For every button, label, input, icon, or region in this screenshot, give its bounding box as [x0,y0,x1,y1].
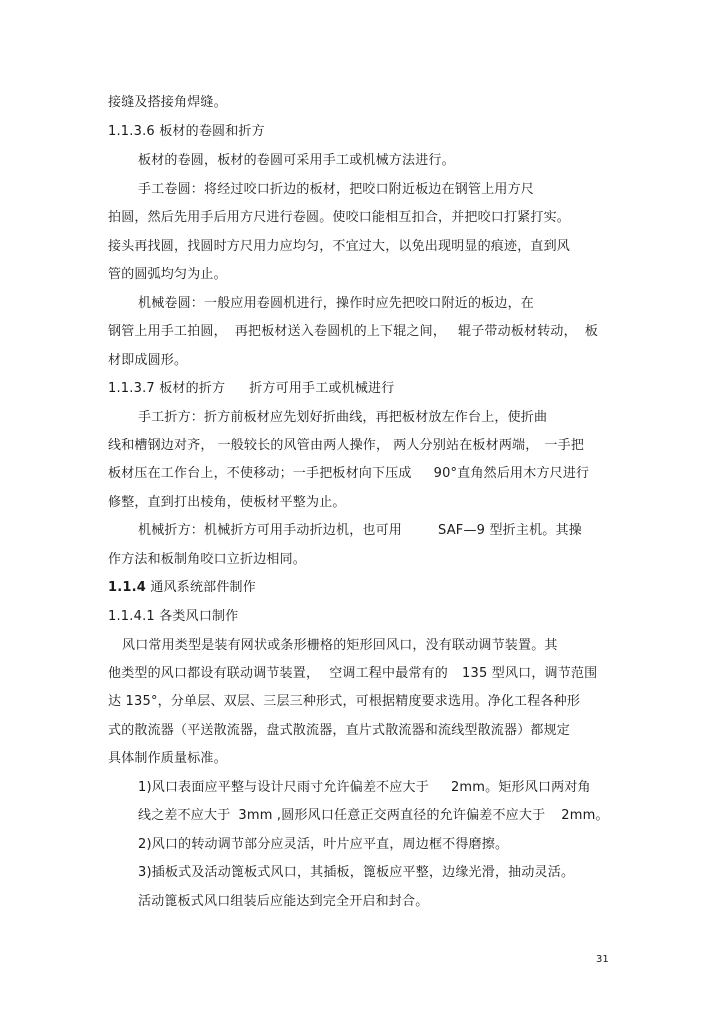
text-segment: 135 型风口，调节范围 [462,666,598,681]
text-segment: 折方可用手工或机械进行 [249,381,395,396]
text-segment: 2mm。矩形风口两对角 [450,780,591,795]
text-segment: 两人分别站在板材两端， [393,438,539,453]
text-segment: 1.1.3.7 板材的折方 [108,381,226,396]
text-line: 接缝及搭接角焊缝。 [108,95,227,110]
section-number: 1.1.4 [108,580,147,595]
text-segment: 2mm。 [561,808,609,823]
text-line [138,523,582,539]
section-heading-1-1-3-7 [108,381,394,397]
section-heading-1-1-4 [108,580,256,596]
text-line: 风口常用类型是装有网状或条形栅格的矩形回风口，没有联动调节装置。其 [122,638,558,653]
text-line [108,438,584,454]
text-segment: 一般较长的风管由两人操作， [217,438,390,453]
text-segment: 钢管上用手工拍圆， [108,324,227,339]
text-segment: 板材压在工作台上，不使移动；一手把板材向下压成 [108,466,412,481]
text-line: 修整，直到打出棱角，使板材平整为止。 [108,495,346,510]
text-segment: 一手把 [544,438,585,453]
text-segment: 他类型的风口都设有联动调节装置， [108,666,320,681]
section-heading-1-1-4-1: 1.1.4.1 各类风口制作 [108,609,239,624]
section-title: 通风系统部件制作 [146,580,256,595]
text-line: 式的散流器（平送散流器，盘式散流器，直片式散流器和流线型散流器）都规定 [108,723,571,738]
text-segment: 线之差不应大于 [138,808,231,823]
text-segment: 板 [584,324,599,339]
text-segment: SAF—9 型折主机。其操 [438,523,582,538]
text-segment: 线和槽钢边对齐， [108,438,214,453]
list-item-3: 3)插板式及活动篦板式风口，其插板，篦板应平整，边缘光滑，抽动灵活。 [138,865,575,880]
text-line: 机械卷圆：一般应用卷圆机进行，操作时应先把咬口附近的板边，在 [138,296,535,311]
text-line: 具体制作质量标准。 [108,751,227,766]
text-line: 接头再找圆，找圆时方尺用力应均匀，不宜过大，以免出现明显的痕迹，直到风 [108,239,571,254]
text-line [108,666,597,682]
text-line: 作方法和板制角咬口立折边相同。 [108,552,307,567]
text-segment: 辊子带动板材转动， [458,324,577,339]
text-line: 手工卷圆：将经过咬口折边的板材，把咬口附近板边在钢管上用方尺 [138,182,535,197]
list-item-1 [138,780,591,796]
list-item-2: 2)风口的转动调节部分应灵活，叶片应平直，周边框不得磨擦。 [138,837,509,852]
list-item-1-cont [138,808,609,824]
text-line: 材即成圆形。 [108,353,188,368]
text-line: 手工折方：折方前板材应先划好折曲线，再把板材放左作台上，使折曲 [138,410,548,425]
text-line: 拍圆，然后先用手后用方尺进行卷圆。使咬口能相互扣合，并把咬口打紧打实。 [108,210,571,225]
text-line: 管的圆弧均匀为止。 [108,267,227,282]
text-segment: 机械折方：机械折方可用手动折边机，也可用 [138,523,403,538]
list-item-3-cont: 活动篦板式风口组装后应能达到完全开启和封合。 [138,894,429,909]
text-line: 达 135°，分单层、双层、三层三种形式，可根据精度要求选用。净化工程各种形 [108,694,581,709]
text-line [108,466,589,482]
text-line [108,324,598,340]
text-line: 板材的卷圆，板材的卷圆可采用手工或机械方法进行。 [138,153,455,168]
text-segment: 3mm ,圆形风口任意正交两直径的允许偏差不应大于 [238,808,546,823]
page-number: 31 [596,954,609,965]
text-segment: 空调工程中最常有的 [329,666,449,681]
text-segment: 90°直角然后用木方尺进行 [433,466,590,481]
section-heading-1-1-3-6: 1.1.3.6 板材的卷圆和折方 [108,124,265,139]
text-segment: 1)风口表面应平整与设计尺雨寸允许偏差不应大于 [138,780,429,795]
text-segment: 再把板材送入卷圆机的上下辊之间， [234,324,447,339]
